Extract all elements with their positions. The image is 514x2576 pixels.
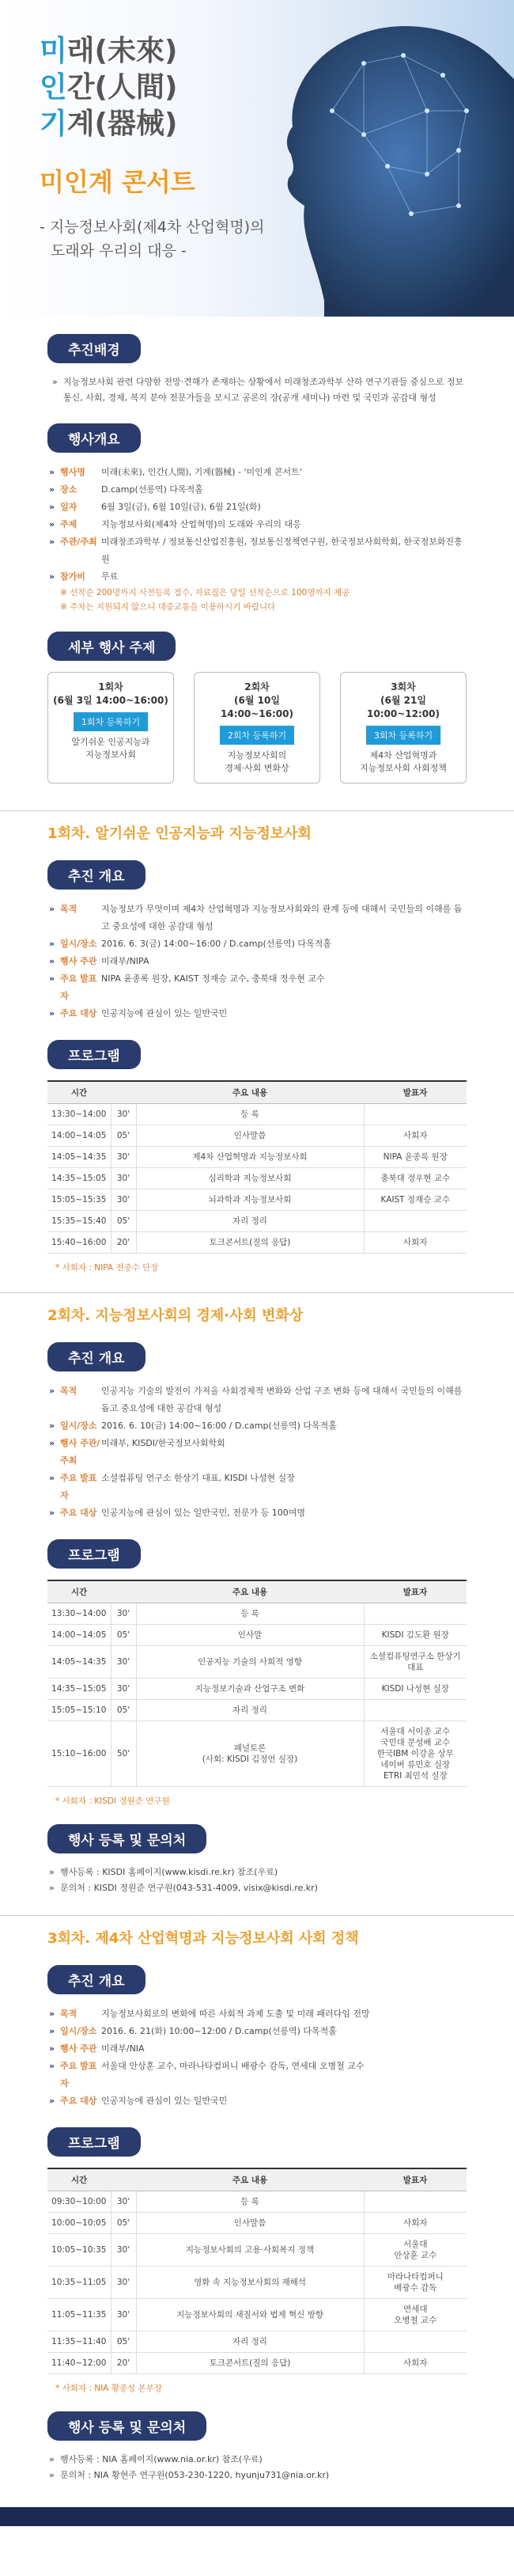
- section-heading: 행사 등록 및 문의처: [47, 2411, 206, 2441]
- title-rest: 간(人間): [66, 71, 178, 104]
- speaker-cell: 사회자: [364, 2213, 467, 2234]
- overview-note: ※ 주차는 지원되지 않으니 대중교통을 이용하시기 바랍니다: [60, 602, 276, 612]
- content-cell: 인사말: [136, 1625, 364, 1646]
- table-row: [47, 2234, 467, 2267]
- session-card: [47, 672, 174, 783]
- speaker-cell: KISDI 나성현 실장: [364, 1679, 467, 1700]
- round-title: 3회차. 제4차 산업혁명과 지능정보사회 사회 정책: [47, 1930, 359, 1947]
- duration-cell: 30': [111, 1646, 136, 1679]
- outline-row: [47, 935, 467, 953]
- table-row: [47, 2191, 467, 2213]
- table-row: [47, 1147, 467, 1168]
- row-key: » 행사 주관: [47, 2040, 101, 2058]
- registration-info: » 행사등록 : NIA 홈페이지(www.nia.or.kr) 참조(우료): [47, 2452, 467, 2468]
- row-key: » 주요 발표자: [47, 2058, 101, 2092]
- table-row: [47, 1168, 467, 1189]
- content-cell: 지능정보사회의 고용·사회복지 정책: [136, 2234, 364, 2267]
- table-row: [47, 1125, 467, 1147]
- table-row: [47, 1232, 467, 1254]
- content-cell: 토크콘서트(질의 응답): [136, 1232, 364, 1254]
- time-cell: 14:05~14:35: [47, 1147, 111, 1168]
- session-date: (6월 21일 10:00~12:00): [367, 695, 440, 719]
- speaker-cell: 충북대 정우현 교수: [364, 1168, 467, 1189]
- duration-cell: 30': [111, 1168, 136, 1189]
- content-cell: 자리 정리: [136, 1700, 364, 1721]
- ai-head-illustration: [229, 0, 514, 317]
- overview-row: [47, 568, 467, 586]
- hero-desc-line: 도래와 우리의 대응 -: [51, 242, 187, 260]
- content-cell: 지능정보사회의 새질서와 법제 혁신 방향: [136, 2299, 364, 2331]
- time-cell: 10:00~10:05: [47, 2213, 111, 2234]
- hero-subtitle: 미인계 콘서트: [40, 167, 195, 197]
- program-table: [47, 1080, 467, 1254]
- row-key: » 주요 발표자: [47, 1470, 101, 1504]
- overview-note: ※ 선착순 200명까지 사전등록 접수, 자료집은 당일 선착순으로 100명까지 제공: [60, 588, 350, 598]
- speaker-cell: 서울대 서이종 교수 국민대 문성배 교수 한국IBM 이강윤 상무 네이버 류민호 실장 ETRI 최민석 실장: [364, 1721, 467, 1787]
- title-char: 인: [40, 71, 67, 104]
- row-value: 지능정보사회(제4차 산업혁명)의 도래와 우리의 대응: [101, 519, 301, 529]
- col-header: 시간: [47, 2168, 111, 2191]
- overview-row: [47, 533, 467, 568]
- session-card: [194, 672, 320, 783]
- row-key: » 주관/주최: [47, 533, 101, 568]
- duration-cell: 20': [111, 1232, 136, 1254]
- row-key: » 행사 주관/주최: [47, 1435, 101, 1470]
- session-date: (6월 3일 14:00~16:00): [53, 695, 168, 706]
- row-key: » 행사명: [47, 464, 101, 481]
- row-key: » 목적: [47, 1383, 101, 1417]
- round-title: 2회차. 지능정보사회의 경제·사회 변화상: [47, 1307, 304, 1324]
- row-key: » 참가비: [47, 568, 101, 586]
- outline-row: [47, 2058, 467, 2092]
- hero-banner: [0, 0, 514, 317]
- row-value: D.camp(선릉역) 다목적홀: [101, 484, 203, 495]
- duration-cell: 05': [111, 2213, 136, 2234]
- col-header: 시간: [47, 1081, 111, 1104]
- time-cell: 13:30~14:00: [47, 1603, 111, 1625]
- table-row: [47, 1700, 467, 1721]
- time-cell: 14:00~14:05: [47, 1125, 111, 1147]
- section-heading: 세부 행사 주제: [47, 632, 176, 661]
- duration-cell: 20': [111, 2353, 136, 2374]
- section-heading: 프로그램: [47, 2127, 141, 2157]
- speaker-cell: [364, 1104, 467, 1125]
- row-value: 인공지능에 관심이 있는 일반국민, 전문가 등 100여명: [101, 1508, 305, 1518]
- hero-title: [40, 33, 177, 142]
- register-button[interactable]: 1회차 등록하기: [74, 712, 148, 731]
- row-value: 2016. 6. 3(금) 14:00~16:00 / D.camp(선릉역) 다목적홀: [101, 939, 331, 949]
- time-cell: 11:35~11:40: [47, 2331, 111, 2353]
- outline-row: [47, 1383, 467, 1417]
- content-cell: 자리 정리: [136, 2331, 364, 2353]
- round1-section: [0, 810, 514, 843]
- outline-row: [47, 1435, 467, 1470]
- row-key: » 일시/장소: [47, 1417, 101, 1435]
- round2-section: [0, 1292, 514, 1325]
- section-heading: 추진 개요: [47, 1965, 146, 1994]
- outline-row: [47, 970, 467, 1005]
- speaker-cell: 서울대 안상훈 교수: [364, 2234, 467, 2267]
- program-table: [47, 1580, 467, 1787]
- content-cell: 인사말씀: [136, 1125, 364, 1147]
- row-key: » 일자: [47, 499, 101, 516]
- col-header-spacer: [111, 1580, 136, 1603]
- content-cell: 등 록: [136, 2191, 364, 2213]
- duration-cell: 30': [111, 1603, 136, 1625]
- content-cell: 등 록: [136, 1104, 364, 1125]
- duration-cell: 05': [111, 2331, 136, 2353]
- hero-desc-line: - 지능정보사회(제4차 산업혁명)의: [40, 218, 265, 236]
- speaker-cell: [364, 1603, 467, 1625]
- row-value: 미래창조과학부 / 정보통신산업진흥원, 정보통신정책연구원, 한국정보사회학회, 한국정보화진흥원: [101, 537, 463, 564]
- section-heading: 행사 등록 및 문의처: [47, 1824, 206, 1853]
- speaker-cell: [364, 1700, 467, 1721]
- row-value: 지능정보가 무엇이며 제4차 산업혁명과 지능정보사회와의 관계 등에 대해서 국민들의 이해를 돕고 중요성에 대한 공감대 형성: [101, 904, 463, 931]
- col-header: 주요 내용: [136, 1580, 364, 1603]
- session-title: 3회차: [391, 681, 416, 692]
- content-cell: 등 록: [136, 1603, 364, 1625]
- col-header: 주요 내용: [136, 2168, 364, 2191]
- outline-row: [47, 2023, 467, 2040]
- background-section: [0, 317, 514, 406]
- content-cell: 영화 속 지능정보사회의 재해석: [136, 2267, 364, 2299]
- duration-cell: 30': [111, 1104, 136, 1125]
- col-header: 발표자: [364, 1580, 467, 1603]
- speaker-cell: NIPA 윤종록 원장: [364, 1147, 467, 1168]
- program-table: [47, 2168, 467, 2374]
- time-cell: 13:30~14:00: [47, 1104, 111, 1125]
- row-key: » 장소: [47, 481, 101, 499]
- sessions-section: [0, 614, 514, 791]
- session-title: 1회차: [98, 681, 123, 692]
- row-value: 인공지능에 관심이 있는 일반국민: [101, 2096, 228, 2106]
- table-row: [47, 2299, 467, 2331]
- content-cell: 패널토론 (사회: KISDI 김정언 실장): [136, 1721, 364, 1787]
- row-key: » 목적: [47, 901, 101, 935]
- section-heading: 추진배경: [47, 334, 141, 363]
- time-cell: 15:05~15:10: [47, 1700, 111, 1721]
- content-cell: 인사말씀: [136, 2213, 364, 2234]
- time-cell: 15:35~15:40: [47, 1211, 111, 1232]
- row-value: 미래부/NIPA: [101, 956, 149, 966]
- table-row: [47, 2353, 467, 2374]
- title-rest: 래(未來): [66, 35, 178, 67]
- col-header-spacer: [111, 1081, 136, 1104]
- time-cell: 10:05~10:35: [47, 2234, 111, 2267]
- row-value: 미래부, KISDI/한국정보사회학회: [101, 1438, 225, 1448]
- content-cell: 인공지능 기술의 사회적 영향: [136, 1646, 364, 1679]
- overview-row: [47, 516, 467, 533]
- hero-description: [40, 215, 264, 263]
- time-cell: 10:35~11:05: [47, 2267, 111, 2299]
- session-card: [340, 672, 467, 783]
- session-desc: 알기쉬운 인공지능과: [71, 737, 150, 747]
- session-date: (6월 10일 14:00~16:00): [221, 695, 293, 719]
- time-cell: 14:05~14:35: [47, 1646, 111, 1679]
- speaker-cell: 사회자: [364, 1125, 467, 1147]
- speaker-cell: KISDI 김도환 원장: [364, 1625, 467, 1646]
- table-row: [47, 2213, 467, 2234]
- table-row: [47, 1211, 467, 1232]
- row-value: 인공지능에 관심이 있는 일반국민: [101, 1008, 228, 1019]
- section-heading: 추진 개요: [47, 860, 146, 890]
- speaker-cell: 마라나타컴퍼니 배광수 감독: [364, 2267, 467, 2299]
- row-key: » 행사 주관: [47, 953, 101, 970]
- session-title: 2회차: [244, 681, 270, 692]
- table-row: [47, 2331, 467, 2353]
- outline-row: [47, 1470, 467, 1504]
- footer-bar: [0, 2507, 514, 2526]
- speaker-cell: 연세대 오병철 교수: [364, 2299, 467, 2331]
- section-heading: 프로그램: [47, 1539, 141, 1569]
- time-cell: 15:10~16:00: [47, 1721, 111, 1787]
- row-value: 미래(未來), 인간(人間), 기계(器械) - '미인계 콘서트': [101, 467, 302, 477]
- row-value: 소셜컴퓨팅 연구소 한상기 대표, KISDI 나성현 실장: [101, 1473, 295, 1483]
- session-desc: 경제·사회 변화상: [225, 763, 289, 773]
- session-desc: 지능정보사회의: [227, 750, 287, 761]
- speaker-cell: [364, 2191, 467, 2213]
- duration-cell: 30': [111, 2267, 136, 2299]
- section-heading: 프로그램: [47, 1040, 141, 1069]
- row-key: » 일시/장소: [47, 935, 101, 953]
- title-rest: 계(器械): [66, 108, 178, 140]
- table-row: [47, 1646, 467, 1679]
- section-heading: 추진 개요: [47, 1342, 146, 1371]
- row-key: » 주요 대상: [47, 1005, 101, 1022]
- time-cell: 15:40~16:00: [47, 1232, 111, 1254]
- time-cell: 11:05~11:35: [47, 2299, 111, 2331]
- speaker-cell: 사회자: [364, 2353, 467, 2374]
- row-value: 무료: [101, 571, 119, 582]
- outline-row: [47, 2092, 467, 2110]
- overview-row: [47, 464, 467, 481]
- duration-cell: 05': [111, 1125, 136, 1147]
- duration-cell: 50': [111, 1721, 136, 1787]
- table-row: [47, 1625, 467, 1646]
- speaker-cell: [364, 2331, 467, 2353]
- overview-section: [0, 406, 514, 614]
- table-row: [47, 1721, 467, 1787]
- speaker-cell: KAIST 정재승 교수: [364, 1189, 467, 1211]
- round-title: 1회차. 알기쉬운 인공지능과 지능정보사회: [47, 825, 312, 842]
- moderator-note: * 사회자 : KISDI 정원준 연구원: [55, 1796, 170, 1806]
- col-header: 발표자: [364, 1081, 467, 1104]
- outline-row: [47, 953, 467, 970]
- duration-cell: 05': [111, 1211, 136, 1232]
- table-row: [47, 1603, 467, 1625]
- content-cell: 지능정보기술과 산업구조 변화: [136, 1679, 364, 1700]
- duration-cell: 30': [111, 1189, 136, 1211]
- row-value: NIPA 윤종록 원장, KAIST 정재승 교수, 충북대 정우현 교수: [101, 973, 325, 984]
- content-cell: 뇌과학과 지능정보사회: [136, 1189, 364, 1211]
- moderator-note: * 사회자 : NIPA 전종수 단장: [55, 1263, 159, 1273]
- duration-cell: 05': [111, 1625, 136, 1646]
- table-row: [47, 1679, 467, 1700]
- row-value: 지능정보사회로의 변화에 따른 사회적 과제 도출 및 미래 패러다임 전망: [101, 2009, 370, 2019]
- outline-row: [47, 2005, 467, 2023]
- title-char: 미: [40, 35, 67, 67]
- row-key: » 주요 대상: [47, 1504, 101, 1522]
- time-cell: 15:05~15:35: [47, 1189, 111, 1211]
- row-key: » 일시/장소: [47, 2023, 101, 2040]
- session-desc: 지능정보사회 사회정책: [360, 763, 447, 773]
- row-key: » 목적: [47, 2005, 101, 2023]
- register-button[interactable]: 2회차 등록하기: [220, 726, 294, 745]
- overview-row: [47, 499, 467, 516]
- row-value: 2016. 6. 10(금) 14:00~16:00 / D.camp(선릉역) 다목적홀: [101, 1421, 337, 1431]
- outline-row: [47, 2040, 467, 2058]
- duration-cell: 30': [111, 2191, 136, 2213]
- content-cell: 제4차 산업혁명과 지능정보사회: [136, 1147, 364, 1168]
- content-cell: 심리학과 지능정보사회: [136, 1168, 364, 1189]
- contact-info: » 문의처 : NIA 황현주 연구원(053-230-1220, hyunju731@nia.or.kr): [47, 2468, 467, 2483]
- row-value: 6월 3일(금), 6월 10일(금), 6월 21일(화): [101, 502, 261, 512]
- duration-cell: 30': [111, 1679, 136, 1700]
- duration-cell: 05': [111, 1700, 136, 1721]
- table-row: [47, 2267, 467, 2299]
- outline-row: [47, 1005, 467, 1022]
- background-text: » 지능정보사회 관련 다양한 전망·견해가 존재하는 상황에서 미래창조과학부 산하 연구기관들 중심으로 정보통신, 사회, 경제, 복지 분야 전문가들을 모시고 공론의 장(공개 세미나) 마련 및 국민과 공감대 형성: [47, 374, 467, 406]
- row-value: 서울대 안상훈 교수, 마라나타컴퍼니 배광수 감독, 연세대 오병철 교수: [101, 2061, 365, 2071]
- col-header: 주요 내용: [136, 1081, 364, 1104]
- registration-info: » 행사등록 : KISDI 홈페이지(www.kisdi.re.kr) 참조(우료): [47, 1865, 467, 1880]
- register-button[interactable]: 3회차 등록하기: [366, 726, 440, 745]
- outline-row: [47, 1504, 467, 1522]
- outline-row: [47, 1417, 467, 1435]
- row-value: 미래부/NIA: [101, 2043, 145, 2054]
- table-row: [47, 1104, 467, 1125]
- moderator-note: * 사회자 : NIA 황종성 본부장: [55, 2384, 162, 2393]
- speaker-cell: 소셜컴퓨팅연구소 한상기 대표: [364, 1646, 467, 1679]
- session-desc: 제4차 산업혁명과: [369, 750, 437, 761]
- duration-cell: 30': [111, 2299, 136, 2331]
- duration-cell: 30': [111, 1147, 136, 1168]
- contact-info: » 문의처 : KISDI 정원준 연구원(043-531-4009, visix@kisdi.re.kr): [47, 1880, 467, 1896]
- section-heading: 행사개요: [47, 423, 141, 453]
- time-cell: 14:00~14:05: [47, 1625, 111, 1646]
- time-cell: 14:35~15:05: [47, 1679, 111, 1700]
- content-cell: 자리 정리: [136, 1211, 364, 1232]
- row-value: 인공지능 기술의 발전이 가져올 사회경제적 변화와 산업 구조 변화 등에 대해서 국민들의 이해를 돕고 중요성에 대한 공감대 형성: [101, 1386, 463, 1413]
- overview-row: [47, 481, 467, 499]
- speaker-cell: [364, 1211, 467, 1232]
- time-cell: 14:35~15:05: [47, 1168, 111, 1189]
- round3-section: [0, 1915, 514, 1948]
- content-cell: 토크콘서트(질의 응답): [136, 2353, 364, 2374]
- outline-row: [47, 901, 467, 935]
- row-key: » 주요 발표자: [47, 970, 101, 1005]
- duration-cell: 30': [111, 2234, 136, 2267]
- session-desc: 지능정보사회: [85, 749, 136, 760]
- row-key: » 주제: [47, 516, 101, 533]
- col-header: 발표자: [364, 2168, 467, 2191]
- row-key: » 주요 대상: [47, 2092, 101, 2110]
- time-cell: 09:30~10:00: [47, 2191, 111, 2213]
- time-cell: 11:40~12:00: [47, 2353, 111, 2374]
- col-header: 시간: [47, 1580, 111, 1603]
- row-value: 2016. 6. 21(화) 10:00~12:00 / D.camp(선릉역) 다목적홀: [101, 2026, 337, 2036]
- speaker-cell: 사회자: [364, 1232, 467, 1254]
- col-header-spacer: [111, 2168, 136, 2191]
- title-char: 기: [40, 108, 67, 140]
- table-row: [47, 1189, 467, 1211]
